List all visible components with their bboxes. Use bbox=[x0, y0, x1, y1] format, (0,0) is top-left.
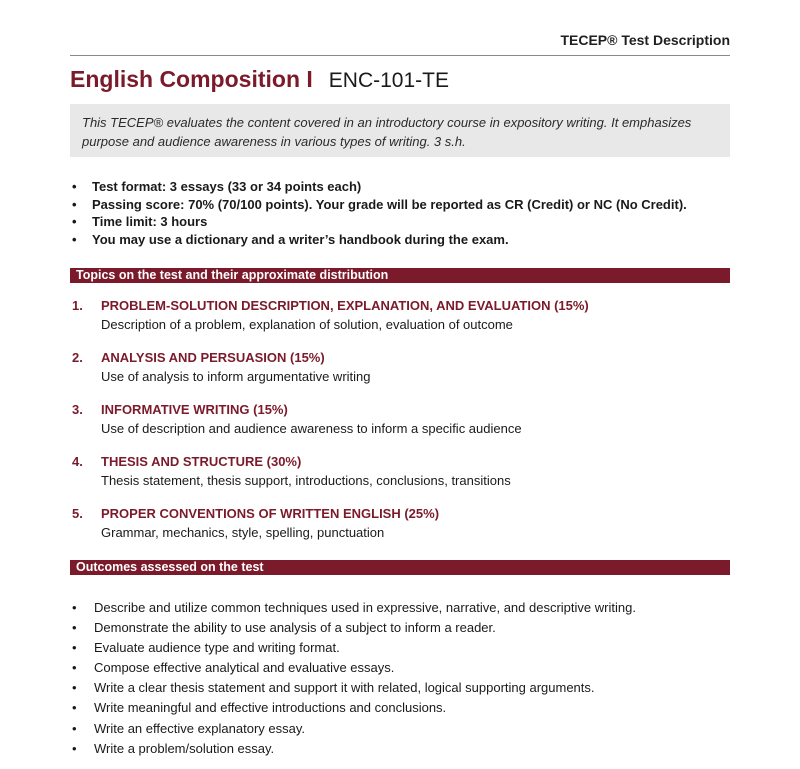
topic-title: PROBLEM-SOLUTION DESCRIPTION, EXPLANATION, AND EVALUATION (15%) bbox=[101, 298, 589, 313]
outcomes-section-heading: Outcomes assessed on the test bbox=[70, 560, 730, 575]
document-type-label: TECEP® Test Description bbox=[560, 32, 730, 48]
topic-number: 3. bbox=[72, 402, 83, 417]
test-info-item: • Test format: 3 essays (33 or 34 points each) bbox=[72, 178, 687, 196]
topic-title: ANALYSIS AND PERSUASION (15%) bbox=[101, 350, 325, 365]
outcome-item: • Describe and utilize common techniques used in expressive, narrative, and descriptive writing. bbox=[72, 598, 636, 618]
test-info-item: • Time limit: 3 hours bbox=[72, 213, 687, 231]
topics-section-heading: Topics on the test and their approximate distribution bbox=[70, 268, 730, 283]
outcomes-list bbox=[72, 598, 636, 759]
course-name: English Composition I bbox=[70, 66, 313, 92]
outcome-item: • Write an effective explanatory essay. bbox=[72, 719, 636, 739]
outcome-item: • Evaluate audience type and writing format. bbox=[72, 638, 636, 658]
topic-description: Grammar, mechanics, style, spelling, punctuation bbox=[101, 525, 385, 540]
topic-description: Description of a problem, explanation of solution, evaluation of outcome bbox=[101, 317, 513, 332]
topic-title: PROPER CONVENTIONS OF WRITTEN ENGLISH (25%) bbox=[101, 506, 440, 521]
outcome-item: • Write a clear thesis statement and support it with related, logical supporting arguments. bbox=[72, 678, 636, 698]
topic-number: 2. bbox=[72, 350, 83, 365]
topic-description: Use of analysis to inform argumentative writing bbox=[101, 369, 371, 384]
topic-number: 5. bbox=[72, 506, 83, 521]
test-info-list bbox=[72, 178, 687, 248]
outcome-item: • Demonstrate the ability to use analysis of a subject to inform a reader. bbox=[72, 618, 636, 638]
topic-description: Use of description and audience awareness to inform a specific audience bbox=[101, 421, 522, 436]
page-title bbox=[70, 66, 449, 93]
topic-number: 1. bbox=[72, 298, 83, 313]
topic-title: THESIS AND STRUCTURE (30%) bbox=[101, 454, 302, 469]
topic-number: 4. bbox=[72, 454, 83, 469]
test-info-item: • Passing score: 70% (70/100 points). Your grade will be reported as CR (Credit) or NC (No Credit). bbox=[72, 196, 687, 214]
test-info-item: • You may use a dictionary and a writer’s handbook during the exam. bbox=[72, 231, 687, 249]
outcome-item: • Write meaningful and effective introductions and conclusions. bbox=[72, 698, 636, 718]
course-code: ENC-101-TE bbox=[328, 69, 449, 92]
course-description: This TECEP® evaluates the content covered in an introductory course in expository writing. It emphasizes purpose and audience awareness in various types of writing. 3 s.h. bbox=[70, 104, 730, 157]
outcome-item: • Write a problem/solution essay. bbox=[72, 739, 636, 759]
topic-description: Thesis statement, thesis support, introductions, conclusions, transitions bbox=[101, 473, 511, 488]
header-divider bbox=[70, 55, 730, 56]
outcome-item: • Compose effective analytical and evaluative essays. bbox=[72, 658, 636, 678]
topic-title: INFORMATIVE WRITING (15%) bbox=[101, 402, 288, 417]
